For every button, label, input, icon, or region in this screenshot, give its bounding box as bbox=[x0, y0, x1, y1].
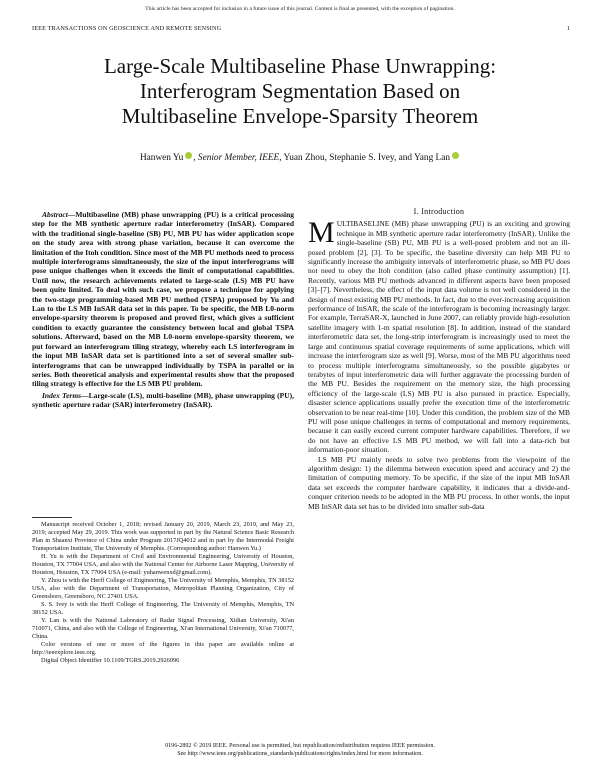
intro-paragraph-1-text: (MB) phase unwrapping (PU) is an exciting and growing technique in MB synthetic aperture radar interferometry (InSAR). Unlike the single-baseline (SB) PU, MB PU is a well-posed problem and not an ill-posed problem [2], [3]. To be specific, the baseline diversity can help MB PU to significantly increase the ambiguity intervals of interferometric phase, so MB PU does not need to obey the Itoh condition (also called phase continuity assumption) [1]. Recently, various MB PU methods advanced in different aspects have been proposed [3]–[7]. Nevertheless, the effect of the input data volume is not well considered in the design of most existing MB PU methods. In fact, due to the ever-increasing acquisition performance of InSAR, the scale of the interferogram is becoming increasingly larger. For example, TerraSAR-X, launched in June 2007, can reliably provide high-resolution satellite imagery with 1-m spatial resolution [8]. In addition, instead of the standard interferometric data set, the long-strip interferogram is increasingly used to meet the large and continuous spatial coverage requirements of some applications, which will increase the interferogram size as well [9]. Worse, most of the MB PU algorithms need to process multiple interferograms simultaneously, so the possible gigabytes or terabytes of input interferometric data will further aggravate the processing burden of the MB PU. Besides the requirement on the memory size, the high processing efficiency of the large-scale (LS) MB PU is also pursued in practice. Especially, disaster science applications usually prefer the execution time of the interferometric observation to be near real-time [10]. Under this condition, the problem size of the MB PU will pose unique challenges in terms of computational and memory requirements, because it can easily exceed current computer hardware capabilities. Therefore, if we do not have an effective LS MB PU method, we will fall into a data-rich but information-poor situation. bbox=[308, 219, 570, 455]
title-line-3: Multibaseline Envelope-Sparsity Theorem bbox=[121, 104, 479, 128]
intro-paragraph-2: LS MB PU mainly needs to solve two problems from the viewpoint of the algorithm design: 1) the dilemma between execution speed and accuracy and 2) the limitation of computing memory. To be specific, if the size of the input MB InSAR data set exceeds the computer hardware capability, it indicates that a divide-and-conquer criterion needs to be adopted in the MB PU process. In other words, the input MB InSAR data set has to be divided into smaller sub-data bbox=[308, 454, 570, 511]
intro-first-word: ULTIBASELINE bbox=[336, 219, 390, 229]
footnote-affiliation-lan: Y. Lan is with the National Laboratory of Radar Signal Processing, Xidian University, Xi'an 710071, China, and also with the College of Engineering, Xi'an International University, Xi'an 710077, China. bbox=[32, 617, 294, 641]
running-head bbox=[32, 25, 570, 32]
footnote-affiliation-zhou: Y. Zhou is with the Herff College of Engineering, The University of Memphis, Memphis, TN 38152 USA, also with the Department of Transportation, Metropolitan Planning Organization, City of Greensboro, Greensboro, NC 27401 USA. bbox=[32, 576, 294, 600]
abstract-label: Abstract— bbox=[42, 210, 76, 219]
abstract-text: Multibaseline (MB) phase unwrapping (PU) is a critical processing step for the MB synthetic aperture radar interferometry (InSAR). Compared with the traditional single-baseline (SB) PU, MB PU has wider application scope on the study area with strong phase variation, because it can overcome the limitation of the Itoh condition. Since most of the MB PU methods need to process multiple interferograms simultaneously, the size of the input interferograms will pose unique challenges when it exceeds the limit of computational capabilities. Until now, the research achievements related to large-scale (LS) MB PU have been quite limited. To deal with such case, we propose a technique for applying the two-stage programming-based MB PU method (TSPA) proposed by Yu and Lan to the LS MB InSAR data set in this paper. To be specific, the MB L0-norm envelope-sparsity theorem is proposed and proved first, which gives a sufficient condition to exactly guarantee the consistency between local and global TSPA solutions. Afterward, based on the MB L0-norm envelope-sparsity theorem, we put forward an interferogram tiling strategy, whereby each LS interferogram in the input MB InSAR data set is partitioned into a set of several smaller sub-interferograms that can be unwrapped individually by TSPA in parallel or in series. Both theoretical analysis and experimental results show that the proposed tiling strategy is effective for the LS MB PU problem. bbox=[32, 210, 294, 389]
title-line-1: Large-Scale Multibaseline Phase Unwrapping: bbox=[103, 54, 497, 78]
journal-name: IEEE TRANSACTIONS ON GEOSCIENCE AND REMOTE SENSING bbox=[32, 25, 222, 32]
footnote-affiliation-ivey: S. S. Ivey is with the Herff College of Engineering, The University of Memphis, Memphis, TN 38152 USA. bbox=[32, 600, 294, 617]
copyright-line-2: See http://www.ieee.org/publications_standards/publications/rights/index.html for more information. bbox=[177, 751, 423, 757]
left-column bbox=[32, 210, 294, 410]
index-terms-text: Large-scale (LS), multi-baseline (MB), phase unwrapping (PU), synthetic aperture radar (SAR) interferometry (InSAR). bbox=[32, 390, 295, 410]
right-column bbox=[308, 207, 570, 511]
footnote-manuscript: Manuscript received October 1, 2018; revised January 20, 2019, March 23, 2019, and May 23, 2019; accepted May 29, 2019. This work was supported in part by the Natural Science Basic Research Plan in Shaanxi Province of China under Program 2017JQ4012 and in part by the Intermodal Freight Transportation Institute, The University of Memphis. (Corresponding author: Hanwen Yu.) bbox=[32, 520, 294, 552]
index-terms-label: Index Terms— bbox=[42, 390, 89, 400]
abstract bbox=[32, 210, 294, 389]
introduction-body bbox=[308, 216, 570, 511]
footnote-doi: Digital Object Identifier 10.1109/TGRS.2019.2926096 bbox=[41, 657, 180, 665]
author-yu: Hanwen Yu bbox=[139, 153, 184, 163]
other-authors: , Yuan Zhou, Stephanie S. Ivey, and Yang Lan bbox=[279, 153, 451, 163]
footnote-rule bbox=[32, 517, 72, 518]
copyright-notice bbox=[0, 742, 600, 758]
drop-cap: M bbox=[308, 216, 335, 250]
page-number: 1 bbox=[566, 25, 570, 32]
footnote-color-versions: Color versions of one or more of the figures in this paper are available online at http://ieeexplore.ieee.org. bbox=[32, 641, 294, 657]
author-list bbox=[30, 152, 570, 163]
footnotes bbox=[32, 517, 294, 665]
orcid-icon[interactable] bbox=[452, 152, 459, 159]
paper-title bbox=[30, 54, 570, 129]
title-line-2: Interferogram Segmentation Based on bbox=[139, 79, 461, 103]
orcid-icon[interactable] bbox=[185, 152, 192, 159]
author-yu-role: , Senior Member, IEEE bbox=[193, 153, 280, 163]
copyright-line-1: 0196-2892 © 2019 IEEE. Personal use is permitted, but republication/redistribution requires IEEE permission. bbox=[165, 743, 435, 749]
acceptance-note: This article has been accepted for inclusion in a future issue of this journal. Content is final as presented, with the exception of pagination. bbox=[145, 6, 455, 12]
intro-paragraph-1 bbox=[308, 216, 570, 455]
footnote-affiliation-yu: H. Yu is with the Department of Civil and Environmental Engineering, University of Houston, Houston, TX 77004 USA, and also with the National Center for Airborne Laser Mapping, University of Houston, Houston, TX 77004 USA (e-mail: yuhanwenxd@gmail.com). bbox=[32, 552, 294, 576]
index-terms bbox=[32, 391, 294, 410]
section-heading-introduction: I. Introduction bbox=[413, 207, 465, 216]
